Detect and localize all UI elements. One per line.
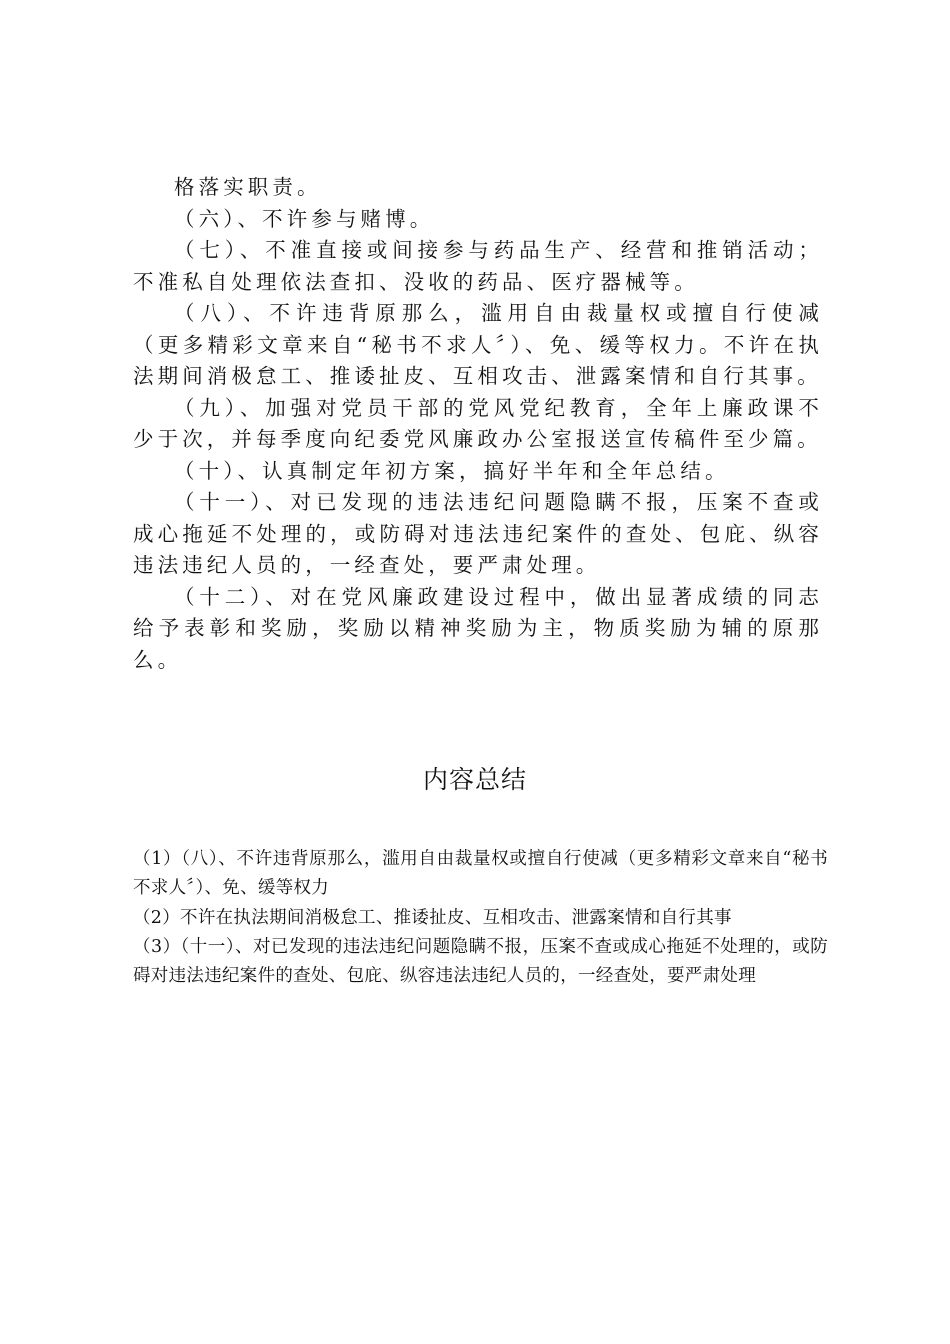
body-paragraph: （九）、加强对党员干部的党风党纪教育，全年上廉政课不少于次，并每季度向纪委党风廉政办公室报送宣传稿件至少篇。 — [133, 395, 823, 451]
body-paragraph: （六）、不许参与赌博。 — [174, 206, 435, 231]
summary-item: （3）（十一）、对已发现的违法违纪问题隐瞒不报，压案不查或成心拖延不处理的，或防碍对违法违纪案件的查处、包庇、纵容违法违纪人员的，一经查处，要严肃处理 — [133, 936, 828, 987]
document-body — [133, 172, 823, 676]
summary-item: （2）不许在执法期间消极怠工、推诿扯皮、互相攻击、泄露案情和自行其事 — [133, 907, 732, 928]
body-paragraph: 格落实职责。 — [174, 175, 322, 199]
body-paragraph: （十一）、对已发现的违法违纪问题隐瞒不报，压案不查或成心拖延不处理的，或防碍对违法违纪案件的查处、包庇、纵容违法违纪人员的，一经查处，要严肃处理。 — [133, 490, 823, 577]
body-paragraph: （八）、不许违背原那么，滥用自由裁量权或擅自行使减（更多精彩文章来自“秘书不求人〞）、免、缓等权力。不许在执法期间消极怠工、推诿扯皮、互相攻击、泄露案情和自行其事。 — [133, 301, 823, 388]
summary-title: 内容总结 — [422, 765, 527, 794]
body-paragraph: （十）、认真制定年初方案，搞好半年和全年总结。 — [174, 458, 730, 483]
summary-list — [133, 845, 828, 991]
summary-item: （1）（八）、不许违背原那么，滥用自由裁量权或擅自行使减（更多精彩文章来自“秘书不求人〞）、免、缓等权力 — [133, 849, 828, 899]
body-paragraph: （十二）、对在党风廉政建设过程中，做出显著成绩的同志给予表彰和奖励，奖励以精神奖励为主，物质奖励为辅的原那么。 — [133, 584, 823, 672]
body-paragraph: （七）、不准直接或间接参与药品生产、经营和推销活动；不准私自处理依法查扣、没收的药品、医疗器械等。 — [133, 238, 823, 294]
